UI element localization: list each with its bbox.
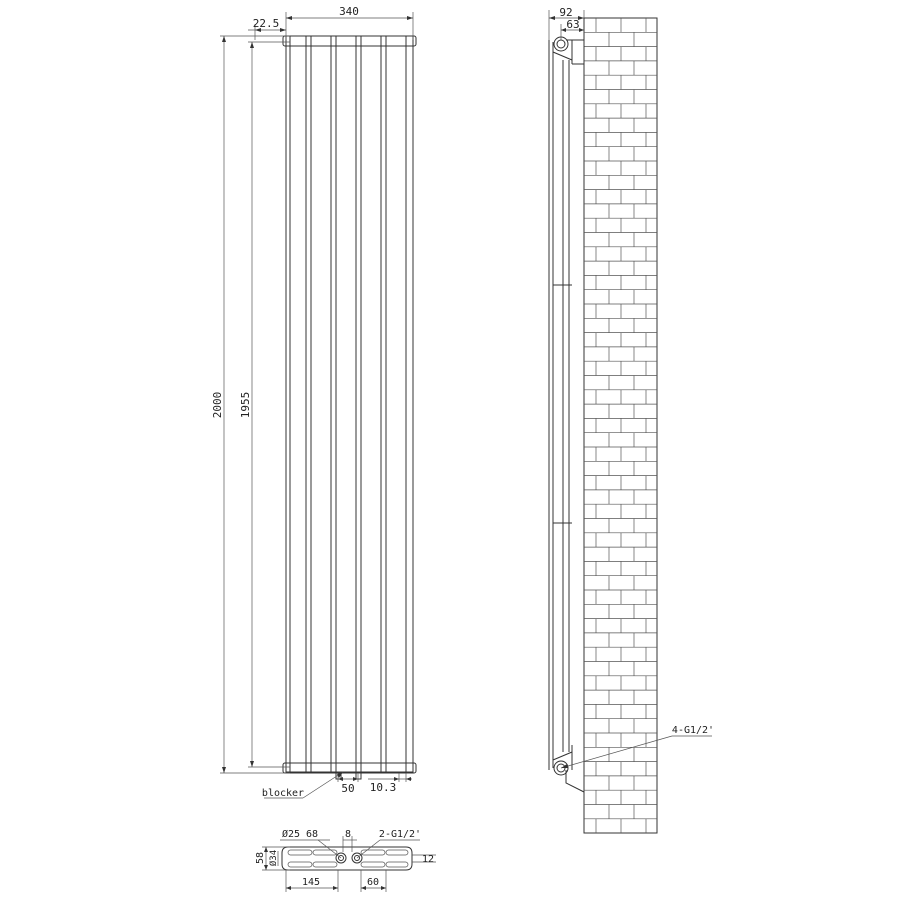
bottom-nub-right (356, 773, 361, 779)
dim-340-text: 340 (339, 5, 359, 18)
dim-58-text: 58 (255, 851, 266, 865)
dim-2000-text: 2000 (211, 391, 224, 419)
dim-22-5-text: 22.5 (252, 17, 280, 30)
connection-leader (561, 736, 672, 768)
blocker-leader (303, 772, 343, 798)
dim-10-3-text: 10.3 (369, 781, 397, 794)
dim-dia25-text: Ø25 (281, 829, 301, 840)
dim-1955-text: 1955 (239, 391, 252, 419)
dim-12-text: 12 (421, 854, 435, 865)
panel-lines (290, 36, 406, 772)
top-header (283, 36, 416, 46)
dim-68-text: 68 (305, 829, 319, 840)
dim-dia34-text: Ø34 (269, 849, 279, 867)
connection-label: 4-G1/2' (671, 725, 715, 736)
bottom-body-outline (282, 847, 412, 870)
blocker-label: blocker (261, 788, 305, 799)
dim-60-text: 60 (366, 877, 380, 888)
brick-pattern (584, 18, 657, 833)
front-view (211, 5, 416, 799)
radiator-side (549, 40, 584, 792)
dim-63-text: 63 (566, 18, 580, 31)
dim-50-text: 50 (341, 782, 355, 795)
dim-92-text: 92 (559, 6, 573, 19)
bottom-view (255, 828, 436, 892)
side-view (549, 6, 714, 833)
bottom-connection-label: 2-G1/2' (378, 829, 422, 840)
dim-145-text: 145 (301, 877, 321, 888)
bottom-pipes (336, 853, 362, 863)
front-frame (286, 36, 413, 772)
dim-8-text: 8 (344, 829, 352, 840)
bottom-slots (288, 850, 408, 867)
